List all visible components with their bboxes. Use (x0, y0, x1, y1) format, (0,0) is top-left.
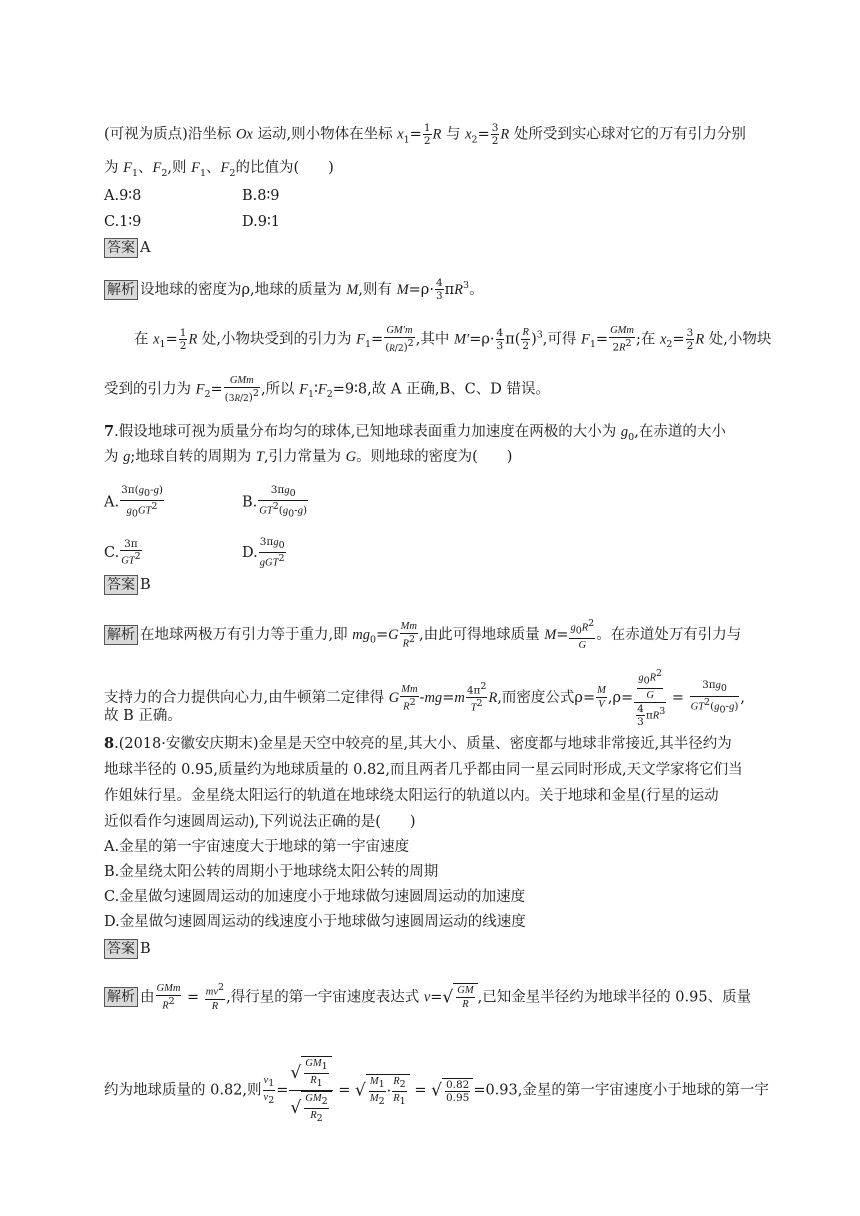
answer-tag: 答案 (104, 939, 138, 959)
q6-answer (104, 238, 150, 258)
q7-analysis-line-3: 故 B 正确。 (104, 708, 182, 724)
q6-stem-line-2: 为 $F_1$、$F_2$,则 $F_1$、$F_2$的比值为( ) (104, 160, 334, 179)
q8-stem-line-4: 近似看作匀速圆周运动),下列说法正确的是( ) (104, 814, 416, 830)
q8-stem-line-2: 地球半径的 0.95,质量约为地球质量的 0.82,而且两者几乎都由同一星云同时形成,天文学家将它们当 (104, 762, 743, 778)
q7-options-row-1 (104, 484, 380, 521)
q8-stem-line-1: 8.(2018·安徽安庆期末)金星是天空中较亮的星,其大小、质量、密度都与地球非常接近,其半径约为 (104, 735, 732, 752)
q7-option-b: B. $\frac{3\pi g_0}{GT^2(g_0-g)}$ (242, 484, 308, 520)
q6-answer-value: A (140, 240, 151, 256)
q6-option-d: D.9∶1 (242, 214, 280, 230)
q8-option-b: B.金星绕太阳公转的周期小于地球绕太阳公转的周期 (104, 864, 439, 880)
analysis-tag: 解析 (104, 987, 138, 1007)
q8-option-d: D.金星做匀速圆周运动的线速度小于地球做匀速圆周运动的线速度 (104, 914, 526, 930)
q7-option-d: D. $\frac{3\pi g_0}{gGT^2}$ (242, 536, 285, 569)
q6-analysis-line-3: 受到的引力为 $F_2=$ $\frac{\text{GMm}}{(3R/2)^2}$ ,所以 $F_1∶F_2=9∶8$,故 A 正确,B、C、D 错误。 (104, 375, 551, 404)
q7-answer (104, 575, 151, 595)
q8-analysis-line-1: 解析 由 $\frac{\text{GMm}}{R^2}$ = $\frac{mv^2}{R}$ ,得行星的第一宇宙速度表达式 v=√ $\frac{GM}{R}$ ,已知金星半径约为地球半径的 0.95、质量 (104, 982, 751, 1013)
q7-stem-line-2: 为 g;地球自转的周期为 T,引力常量为 G。则地球的密度为( ) (104, 449, 513, 465)
q6-options-row-2 (104, 212, 380, 232)
q7-analysis-line-2: 支持力的合力提供向心力,由牛顿第二定律得 G $\frac{Mm}{R^2}$ -mg=m $\frac{4\pi^2}{T^2}$ R,而密度公式ρ= $\frac{M}{V}$ ,ρ= $\frac{g_0R^2}{G}$ $\frac{4}{3}$ $\pi R^3$ = $\frac{3\pi g_0}{GT^2(g_0-g)}$ , (104, 668, 746, 728)
q7-analysis-line-1: 解析 在地球两极万有引力等于重力,即 $mg_0=G$ $\frac{Mm}{R^2}$ ,由此可得地球质量 M= $\frac{g_0R^2}{G}$ 。在赤道处万有引力与 (104, 618, 741, 652)
q8-number: 8 (104, 735, 115, 752)
q7-options-row-2 (104, 536, 380, 570)
analysis-tag: 解析 (104, 280, 138, 300)
q6-options-row-1 (104, 186, 380, 206)
q6-analysis-line-1: 解析 设地球的密度为ρ,地球的质量为 M,则有 M=ρ· $\frac{4}{3}$ $\pi R^3$。 (104, 276, 484, 302)
analysis-tag: 解析 (104, 625, 138, 645)
q8-answer (104, 939, 151, 959)
q6-option-a: A.9∶8 (104, 188, 142, 204)
answer-tag: 答案 (104, 575, 138, 595)
q8-analysis-line-2: 约为地球质量的 0.82,则 $\frac{v_1}{v_2}$ = √ $\frac{GM_1}{R_1}$ √ $\frac{GM_2}{R_2}$ = √ $\frac{M_1}{M_2}$ · $\frac{R_2}{R_1}$ = √ $\frac{0.82}{0.95}$ =0.93,金星的第一宇宙速度小于地球的第一宇 (104, 1058, 769, 1125)
answer-tag: 答案 (104, 238, 138, 258)
q6-option-b: B.8∶9 (242, 188, 280, 204)
q6-analysis-line-2: 在 $x_1=$ $\frac{1}{2}$ R 处,小物块受到的引力为 $F_1=$ $\frac{GM'm}{(R/2)^2}$ ,其中 M′=ρ· $\frac{4}{3}$ π( $\frac{R}{2}$ )$^3$,可得 $F_1=$ $\frac{\text{GMm}}{2R^2}$ ;在 $x_2=$ $\frac{3}{2}$ R 处,小物块 (134, 325, 772, 354)
q6-option-c: C.1∶9 (104, 214, 142, 230)
q8-option-c: C.金星做匀速圆周运动的加速度小于地球做匀速圆周运动的加速度 (104, 889, 526, 905)
q7-option-c: C. $\frac{3\pi}{GT^2}$ (104, 538, 141, 567)
q8-stem-line-3: 作姐妹行星。金星绕太阳运行的轨道在地球绕太阳运行的轨道以内。关于地球和金星(行星的运动 (104, 788, 719, 804)
q7-answer-value: B (140, 577, 151, 593)
q8-answer-value: B (140, 941, 151, 957)
q6-stem-line-1: (可视为质点)沿坐标 Ox 运动,则小物体在坐标 $x_1=$ $\frac{1}{2}$ R 与 $x_2=$ $\frac{3}{2}$ R 处所受到实心球对它的万有引力分别 (104, 122, 746, 147)
q7-option-a: A. $\frac{3\pi(g_0-g)}{g_0GT^2}$ (104, 484, 163, 520)
q7-stem-line-1: 7.假设地球可视为质量分布均匀的球体,已知地球表面重力加速度在两极的大小为 $g_0$,在赤道的大小 (104, 423, 726, 443)
q7-number: 7 (104, 423, 115, 440)
q8-option-a: A.金星的第一宇宙速度大于地球的第一宇宙速度 (104, 839, 410, 855)
